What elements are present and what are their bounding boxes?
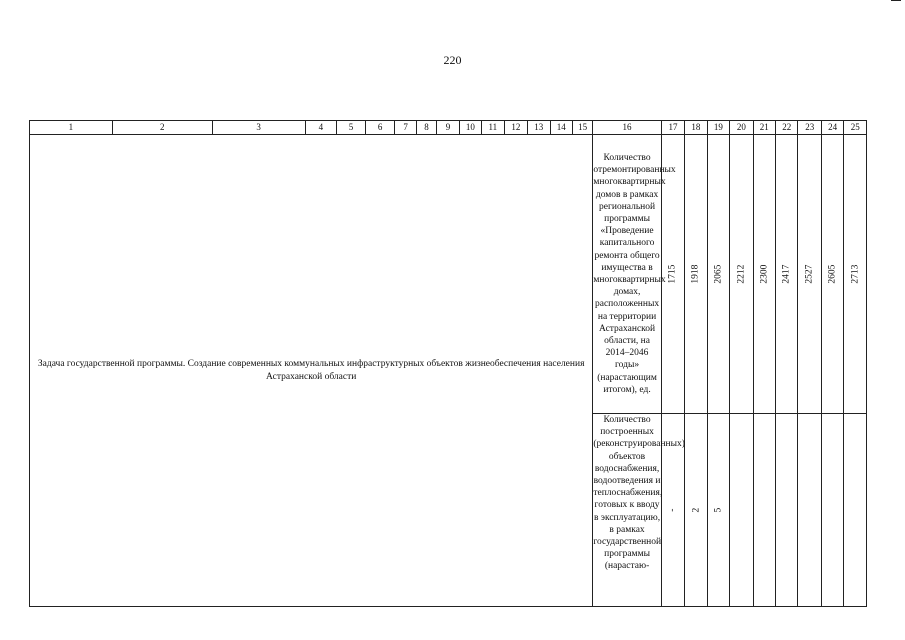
- value-cell: [730, 414, 753, 607]
- value-cell: [707, 414, 729, 607]
- value-cell: [798, 414, 821, 607]
- value-cell: [753, 135, 775, 414]
- value-cell: [776, 414, 798, 607]
- value-cell: [844, 135, 867, 414]
- column-number: 12: [504, 121, 527, 135]
- value-text: 2527: [804, 264, 815, 284]
- corner-mark: [891, 0, 901, 1]
- column-number: 9: [437, 121, 459, 135]
- column-number-row: [30, 121, 867, 135]
- value-cell: [685, 135, 707, 414]
- value-text: 2417: [781, 264, 792, 284]
- column-number: 25: [844, 121, 867, 135]
- value-cell: [685, 414, 707, 607]
- value-cell: [844, 414, 867, 607]
- value-cell: [730, 135, 753, 414]
- column-number: 11: [482, 121, 504, 135]
- column-number: 23: [798, 121, 821, 135]
- value-cell: [776, 135, 798, 414]
- indicator-text: Количество построенных (реконструированных) объектов водоснабжения, водоотведения и теплоснабжения, готовых к вводу в эксплуатацию, в рамках государственной программы (нарастаю-: [593, 415, 685, 572]
- column-number: 13: [528, 121, 550, 135]
- column-number: 1: [30, 121, 113, 135]
- column-number: 17: [661, 121, 684, 135]
- column-number: 19: [707, 121, 729, 135]
- value-cell: [821, 414, 843, 607]
- column-number: 3: [212, 121, 305, 135]
- value-cell: [707, 135, 729, 414]
- value-text: 2212: [736, 264, 747, 284]
- column-number: 5: [337, 121, 366, 135]
- column-number: 21: [753, 121, 775, 135]
- column-number: 6: [365, 121, 395, 135]
- column-number: 16: [593, 121, 661, 135]
- value-text: -: [667, 508, 678, 512]
- value-cell: [821, 135, 843, 414]
- task-cell: Задача государственной программы. Создание современных коммунальных инфраструктурных объектов жизнеобеспечения населения Астраханской области: [30, 135, 593, 607]
- value-text: 1918: [690, 264, 701, 284]
- column-number: 8: [416, 121, 436, 135]
- column-number: 15: [572, 121, 592, 135]
- column-number: 7: [395, 121, 416, 135]
- column-number: 4: [305, 121, 337, 135]
- value-cell: [798, 135, 821, 414]
- value-text: 1715: [667, 264, 678, 284]
- page-number: 220: [443, 53, 462, 67]
- column-number: 18: [685, 121, 707, 135]
- value-text: 5: [713, 507, 724, 513]
- value-text: 2: [690, 507, 701, 513]
- value-text: 2065: [713, 264, 724, 284]
- column-number: 2: [112, 121, 212, 135]
- column-number: 14: [550, 121, 572, 135]
- indicator-cell: [593, 414, 685, 607]
- indicator-cell: Количество отремонтированных многоквартирных домов в рамках региональной программы «Проведение капитального ремонта общего имущества в многоквартирных домах, расположенных на территории Астраханской области, на 2014–2046 годы» (нарастающим итогом), ед.: [593, 135, 661, 414]
- value-cell: [753, 414, 775, 607]
- column-number: 24: [821, 121, 843, 135]
- value-text: 2300: [759, 264, 770, 284]
- column-number: 20: [730, 121, 753, 135]
- table-row: [30, 135, 867, 414]
- column-number: 10: [459, 121, 481, 135]
- value-text: 2605: [827, 264, 838, 284]
- value-text: 2713: [850, 264, 861, 284]
- column-number: 22: [776, 121, 798, 135]
- program-table: [29, 120, 867, 607]
